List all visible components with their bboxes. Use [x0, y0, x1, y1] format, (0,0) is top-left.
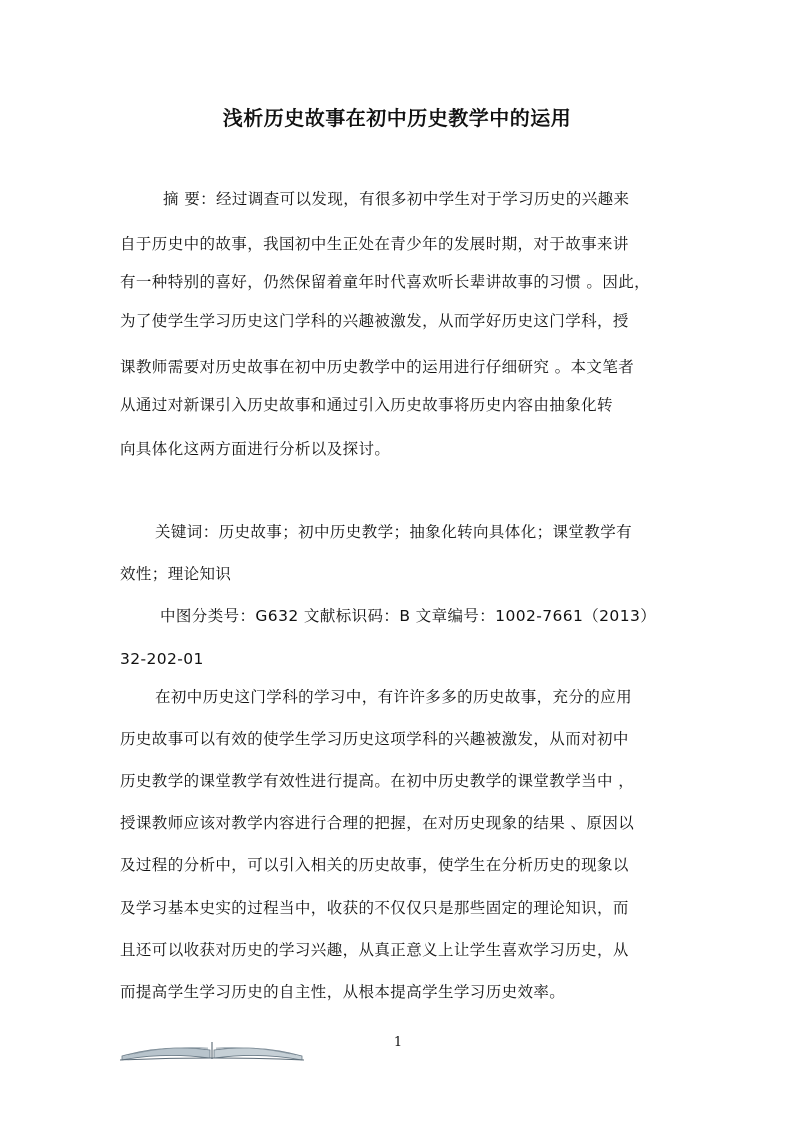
document-title: 浅析历史故事在初中历史教学中的运用: [222, 106, 572, 130]
abstract-line: 摘 要：经过调查可以发现，有很多初中学生对于学习历史的兴趣来: [163, 190, 630, 208]
abstract-line: 课教师需要对历史故事在初中历史教学中的运用进行仔细研究 。本文笔者: [120, 358, 635, 376]
body-line: 历史教学的课堂教学有效性进行提高。在初中历史教学的课堂教学当中 ，: [120, 772, 635, 790]
abstract-line: 有一种特别的喜好，仍然保留着童年时代喜欢听长辈讲故事的习惯 。因此，: [120, 273, 651, 291]
body-line: 在初中历史这门学科的学习中，有许许多多的历史故事，充分的应用: [155, 688, 633, 706]
body-line: 及过程的分析中，可以引入相关的历史故事，使学生在分析历史的现象以: [120, 856, 629, 874]
open-book-icon: [118, 1036, 306, 1062]
abstract-line: 向具体化这两方面进行分析以及探讨。: [120, 440, 391, 458]
body-line: 及学习基本史实的过程当中，收获的不仅仅只是那些固定的理论知识，而: [120, 899, 629, 917]
classification-line: 中图分类号：G632 文献标识码：B 文章编号：1002-7661（2013）: [160, 607, 657, 625]
classification-line: 32-202-01: [120, 650, 204, 668]
body-line: 且还可以收获对历史的学习兴趣，从真正意义上让学生喜欢学习历史，从: [120, 941, 629, 959]
keywords-line: 效性；理论知识: [120, 565, 232, 583]
body-line: 历史故事可以有效的使学生学习历史这项学科的兴趣被激发，从而对初中: [120, 730, 629, 748]
page-number: 1: [393, 1035, 403, 1050]
abstract-line: 从通过对新课引入历史故事和通过引入历史故事将历史内容由抽象化转: [120, 396, 613, 414]
abstract-line: 为了使学生学习历史这门学科的兴趣被激发，从而学好历史这门学科，授: [120, 312, 629, 330]
body-line: 而提高学生学习历史的自主性，从根本提高学生学习历史效率。: [120, 983, 566, 1001]
keywords-line: 关键词：历史故事；初中历史教学；抽象化转向具体化；课堂教学有: [155, 523, 633, 541]
abstract-line: 自于历史中的故事，我国初中生正处在青少年的发展时期，对于故事来讲: [120, 235, 629, 253]
body-line: 授课教师应该对教学内容进行合理的把握，在对历史现象的结果 、原因以: [120, 814, 635, 832]
